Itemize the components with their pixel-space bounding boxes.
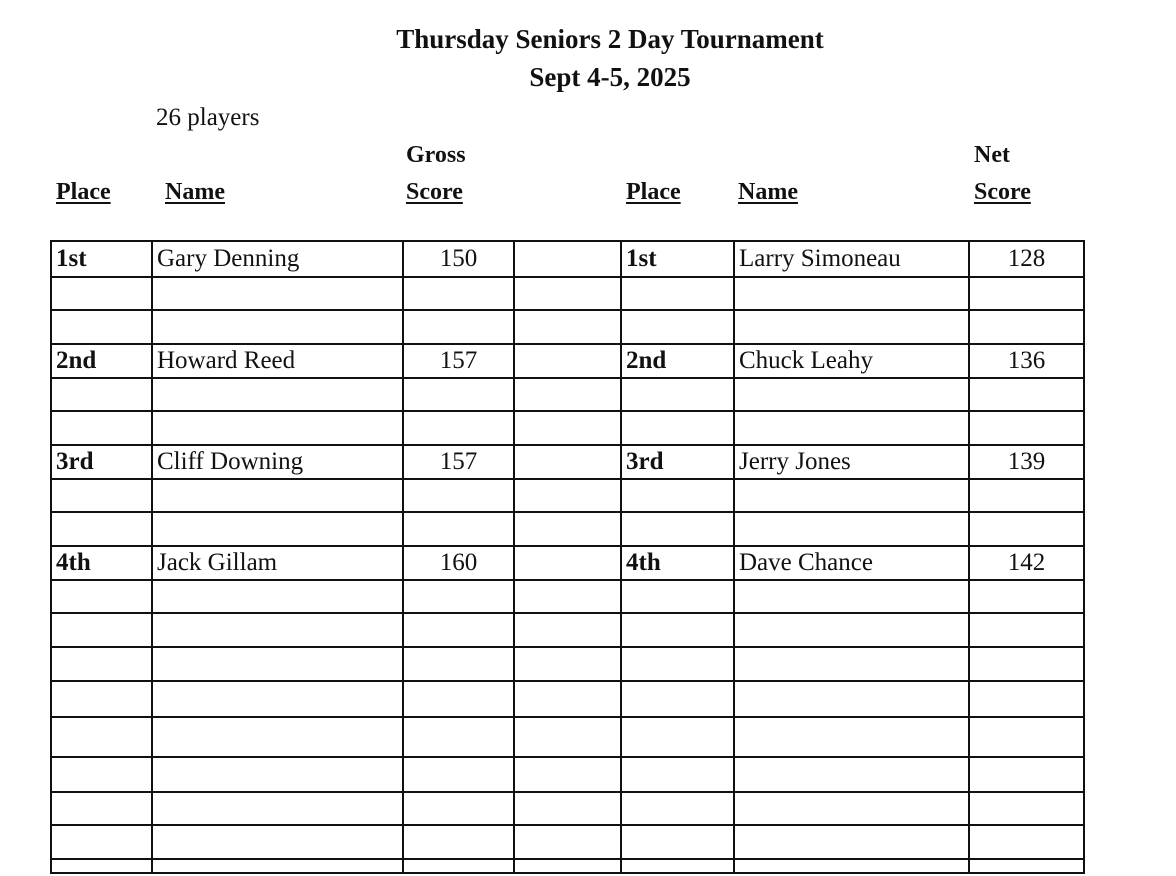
net-name-cell: Jerry Jones (734, 445, 969, 479)
net-place-cell (621, 310, 734, 344)
gross-score-cell (403, 681, 514, 717)
net-score-header-line2: Score (974, 179, 1031, 205)
gross-place-cell (51, 310, 152, 344)
gross-score-cell (403, 717, 514, 757)
net-name-header: Name (738, 179, 798, 205)
spacer-cell (514, 310, 621, 344)
net-name-cell (734, 757, 969, 792)
spacer-cell (514, 411, 621, 445)
table-row (51, 277, 1084, 310)
net-score-cell (969, 792, 1084, 825)
net-place-cell (621, 378, 734, 411)
gross-score-header-line1: Gross (406, 142, 466, 168)
gross-score-cell: 150 (403, 241, 514, 277)
spacer-cell (514, 580, 621, 613)
table-row (51, 717, 1084, 757)
net-place-cell (621, 757, 734, 792)
net-score-cell (969, 310, 1084, 344)
gross-place-cell (51, 757, 152, 792)
net-name-cell (734, 717, 969, 757)
table-row (51, 310, 1084, 344)
net-score-cell (969, 717, 1084, 757)
net-place-cell (621, 792, 734, 825)
gross-score-cell (403, 859, 514, 873)
table-row (51, 241, 1084, 277)
net-place-cell (621, 512, 734, 546)
net-name-cell (734, 580, 969, 613)
gross-score-cell (403, 411, 514, 445)
table-row (51, 445, 1084, 479)
gross-name-cell (152, 512, 403, 546)
spacer-cell (514, 378, 621, 411)
gross-place-cell (51, 859, 152, 873)
gross-place-cell (51, 647, 152, 681)
gross-place-cell (51, 613, 152, 647)
gross-place-cell: 4th (51, 546, 152, 580)
spacer-cell (514, 277, 621, 310)
gross-score-cell (403, 825, 514, 859)
net-score-cell (969, 580, 1084, 613)
gross-place-cell (51, 378, 152, 411)
net-score-cell: 136 (969, 344, 1084, 378)
gross-score-cell: 157 (403, 445, 514, 479)
net-name-cell (734, 479, 969, 512)
gross-score-cell (403, 512, 514, 546)
table-row (51, 512, 1084, 546)
gross-score-cell: 160 (403, 546, 514, 580)
gross-name-cell (152, 580, 403, 613)
gross-place-cell (51, 512, 152, 546)
table-row (51, 479, 1084, 512)
results-table (50, 240, 1085, 874)
net-name-cell (734, 647, 969, 681)
net-name-cell (734, 792, 969, 825)
gross-name-cell: Howard Reed (152, 344, 403, 378)
spacer-cell (514, 825, 621, 859)
gross-name-cell (152, 825, 403, 859)
table-row (51, 378, 1084, 411)
spacer-cell (514, 613, 621, 647)
net-score-cell (969, 825, 1084, 859)
spacer-cell (514, 241, 621, 277)
gross-place-cell (51, 792, 152, 825)
gross-score-cell (403, 757, 514, 792)
gross-place-header: Place (56, 179, 111, 205)
net-place-cell (621, 647, 734, 681)
net-name-cell: Chuck Leahy (734, 344, 969, 378)
net-place-header: Place (626, 179, 681, 205)
gross-score-header-line2: Score (406, 179, 463, 205)
net-place-cell (621, 859, 734, 873)
table-row (51, 411, 1084, 445)
net-name-cell (734, 859, 969, 873)
net-place-cell (621, 825, 734, 859)
gross-name-cell: Cliff Downing (152, 445, 403, 479)
spacer-cell (514, 717, 621, 757)
net-name-cell (734, 411, 969, 445)
gross-name-cell (152, 411, 403, 445)
net-place-cell: 4th (621, 546, 734, 580)
net-name-cell (734, 613, 969, 647)
gross-place-cell: 2nd (51, 344, 152, 378)
net-score-cell (969, 859, 1084, 873)
gross-place-cell (51, 411, 152, 445)
gross-score-cell (403, 580, 514, 613)
document-title: Thursday Seniors 2 Day Tournament (396, 24, 824, 54)
gross-place-cell (51, 580, 152, 613)
net-place-cell (621, 717, 734, 757)
spacer-cell (514, 681, 621, 717)
gross-score-cell (403, 277, 514, 310)
gross-place-cell (51, 479, 152, 512)
net-score-cell (969, 613, 1084, 647)
gross-name-cell (152, 277, 403, 310)
gross-place-cell: 1st (51, 241, 152, 277)
spacer-cell (514, 757, 621, 792)
table-row (51, 613, 1084, 647)
gross-place-cell (51, 825, 152, 859)
gross-name-cell (152, 479, 403, 512)
table-row (51, 859, 1084, 873)
net-score-cell (969, 757, 1084, 792)
gross-score-cell (403, 647, 514, 681)
gross-name-cell (152, 681, 403, 717)
spacer-cell (514, 512, 621, 546)
net-place-cell (621, 277, 734, 310)
net-place-cell (621, 580, 734, 613)
gross-name-cell (152, 647, 403, 681)
net-score-cell (969, 411, 1084, 445)
net-name-cell (734, 277, 969, 310)
table-row (51, 546, 1084, 580)
gross-score-cell (403, 378, 514, 411)
net-name-cell (734, 378, 969, 411)
net-place-cell (621, 479, 734, 512)
gross-score-cell (403, 792, 514, 825)
gross-name-cell (152, 859, 403, 873)
net-name-cell (734, 825, 969, 859)
table-row (51, 825, 1084, 859)
spacer-cell (514, 792, 621, 825)
gross-score-cell (403, 310, 514, 344)
gross-name-header: Name (165, 179, 225, 205)
gross-name-cell (152, 717, 403, 757)
net-place-cell: 1st (621, 241, 734, 277)
table-row (51, 580, 1084, 613)
gross-score-cell (403, 613, 514, 647)
gross-name-cell: Jack Gillam (152, 546, 403, 580)
table-row (51, 757, 1084, 792)
spacer-cell (514, 445, 621, 479)
net-name-cell (734, 512, 969, 546)
tournament-dates: Sept 4-5, 2025 (529, 62, 691, 92)
net-score-header-line1: Net (974, 142, 1010, 168)
gross-place-cell (51, 277, 152, 310)
net-score-cell (969, 378, 1084, 411)
gross-place-cell (51, 681, 152, 717)
gross-place-cell: 3rd (51, 445, 152, 479)
net-score-cell: 128 (969, 241, 1084, 277)
net-place-cell (621, 411, 734, 445)
gross-name-cell: Gary Denning (152, 241, 403, 277)
gross-name-cell (152, 792, 403, 825)
gross-name-cell (152, 613, 403, 647)
net-score-cell: 142 (969, 546, 1084, 580)
results-body (51, 241, 1084, 873)
spacer-cell (514, 479, 621, 512)
table-row (51, 647, 1084, 681)
net-score-cell (969, 479, 1084, 512)
net-score-cell (969, 681, 1084, 717)
net-name-cell: Larry Simoneau (734, 241, 969, 277)
spacer-cell (514, 546, 621, 580)
net-score-cell: 139 (969, 445, 1084, 479)
spacer-cell (514, 647, 621, 681)
gross-name-cell (152, 757, 403, 792)
gross-name-cell (152, 310, 403, 344)
gross-place-cell (51, 717, 152, 757)
net-place-cell (621, 681, 734, 717)
spacer-cell (514, 344, 621, 378)
gross-name-cell (152, 378, 403, 411)
net-name-cell (734, 310, 969, 344)
net-name-cell: Dave Chance (734, 546, 969, 580)
net-place-cell: 3rd (621, 445, 734, 479)
net-score-cell (969, 647, 1084, 681)
table-row (51, 681, 1084, 717)
net-name-cell (734, 681, 969, 717)
net-place-cell (621, 613, 734, 647)
gross-score-cell (403, 479, 514, 512)
net-place-cell: 2nd (621, 344, 734, 378)
players-count: 26 players (156, 104, 260, 131)
net-score-cell (969, 277, 1084, 310)
table-row (51, 344, 1084, 378)
gross-score-cell: 157 (403, 344, 514, 378)
net-score-cell (969, 512, 1084, 546)
spacer-cell (514, 859, 621, 873)
table-row (51, 792, 1084, 825)
